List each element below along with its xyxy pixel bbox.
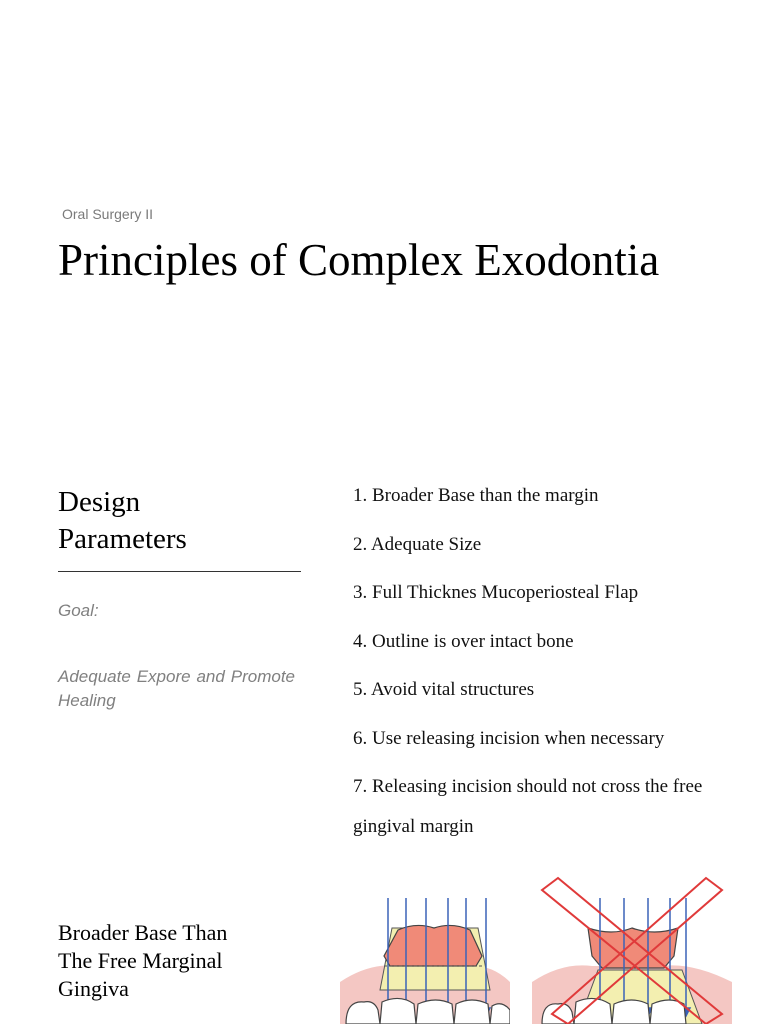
course-label: Oral Surgery II bbox=[62, 206, 154, 222]
broader-base-line1: Broader Base Than bbox=[58, 920, 228, 945]
flap-shape bbox=[588, 928, 678, 968]
design-parameter-list bbox=[353, 476, 733, 847]
goal-label: Goal: bbox=[58, 601, 99, 620]
list-item: 2. Adequate Size bbox=[353, 533, 482, 555]
broader-base-line3: Gingiva bbox=[58, 976, 129, 1001]
list-item: 5. Avoid vital structures bbox=[353, 679, 535, 700]
broader-base-line2: The Free Marginal bbox=[58, 948, 223, 973]
list-item: 6. Use releasing incision when necessary bbox=[353, 727, 665, 749]
design-heading-line1: Design bbox=[58, 486, 141, 518]
list-item: 4. Outline is over intact bone bbox=[353, 630, 574, 652]
design-heading-line2: Parameters bbox=[58, 523, 187, 555]
design-parameters-heading bbox=[58, 484, 187, 558]
list-item: 3. Full Thicknes Mucoperiosteal Flap bbox=[353, 582, 639, 603]
incorrect-flap-illustration bbox=[532, 870, 732, 1024]
list-item: 7. Releasing incision should not cross the free gingival margin bbox=[353, 776, 703, 837]
page-title: Principles of Complex Exodontia bbox=[58, 235, 660, 285]
broader-base-heading bbox=[58, 919, 278, 1003]
list-item: 1. Broader Base than the margin bbox=[353, 485, 599, 506]
flap-shape bbox=[384, 925, 482, 966]
goal-text: Adequate Expore and Promote Healing bbox=[58, 667, 295, 710]
heading-divider bbox=[58, 571, 301, 572]
teeth-shapes bbox=[346, 998, 510, 1024]
correct-flap-illustration bbox=[340, 870, 510, 1024]
